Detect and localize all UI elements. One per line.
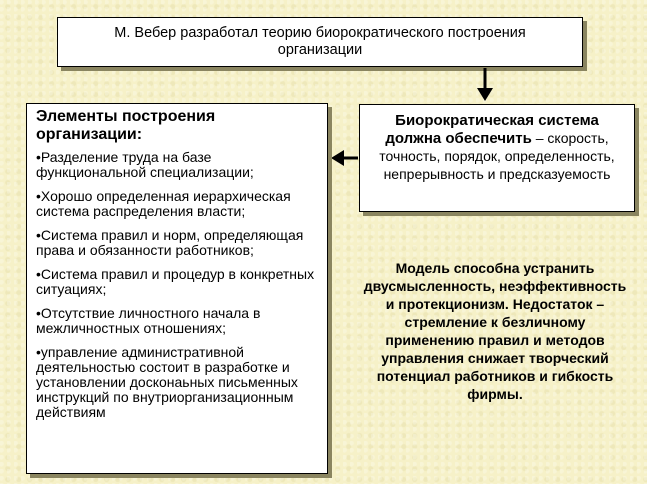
element-item: •Система правил и норм, определяющая права и обязанности работников; bbox=[36, 227, 304, 258]
arrow-left-head bbox=[331, 150, 344, 166]
elements-heading: Элементы построения организации: bbox=[36, 108, 216, 143]
system-heading: Биорократическая система должна обеспечить bbox=[385, 112, 599, 147]
system-qualities: скорость, точность, порядок, определенность, непрерывность и предсказуемость bbox=[379, 130, 615, 182]
top-statement-text: М. Вебер разработал теорию биорократического построения организации bbox=[114, 25, 526, 58]
element-item: •Хорошо определенная иерархическая система распределения власти; bbox=[36, 188, 291, 219]
system-dash: – bbox=[531, 130, 548, 146]
element-item: •Разделение труда на базе функциональной специализации; bbox=[36, 149, 254, 180]
elements-box bbox=[26, 103, 328, 474]
element-item: •управление административной деятельностью состоит в разработке и установлении досконаьных письменных инструкций по внутриорганизационным действиям bbox=[36, 344, 298, 420]
element-item: •Система правил и процедур в конкретных ситуациях; bbox=[36, 266, 315, 297]
model-conclusion-text: Модель способна устранить двусмысленность, неэффективность и протекционизм. Недостаток – стремление к безличному применению правил и методов управления снижает творческий потенциал работников и гибкость фирмы. bbox=[363, 260, 627, 402]
bureaucratic-system-box bbox=[359, 104, 635, 212]
element-item: •Отсутствие личностного начала в межличностных отношениях; bbox=[36, 305, 261, 336]
arrow-down-head bbox=[477, 88, 493, 101]
